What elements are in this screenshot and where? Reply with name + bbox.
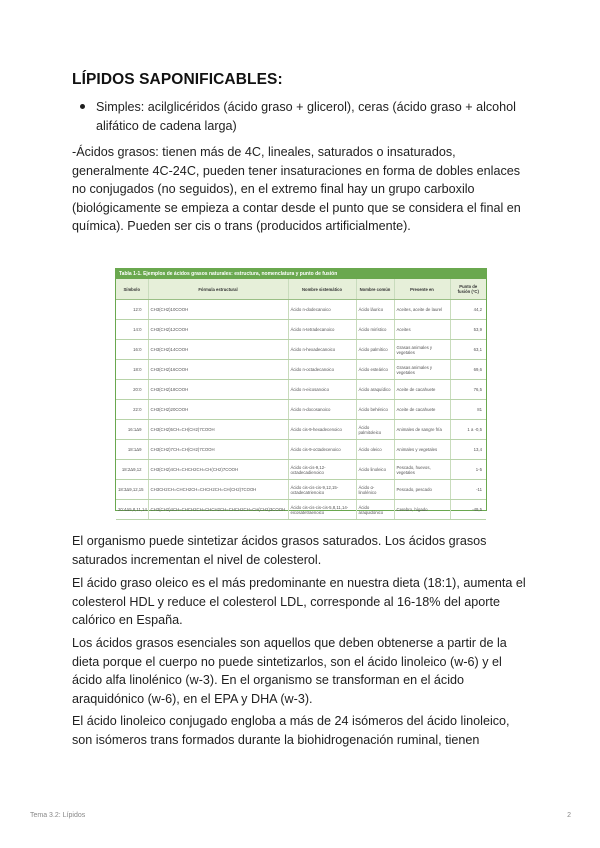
table-cell: CH3(CH2)12COOH xyxy=(148,320,288,340)
table-row xyxy=(116,460,486,480)
table-cell: 81 xyxy=(450,400,486,420)
table-cell: CH3(CH2)4CH=CHCH2CH=CHCH2CH=CHCH2CH=CH(CH2)3COOH xyxy=(148,500,288,520)
table-cell: Grasas animales y vegetales xyxy=(394,360,450,380)
table-cell: Ácido palmítico xyxy=(356,340,394,360)
table-row xyxy=(116,340,486,360)
table-cell: CH3(CH2)20COOH xyxy=(148,400,288,420)
table-cell: 53,9 xyxy=(450,320,486,340)
table-cell: 63,1 xyxy=(450,340,486,360)
table-row xyxy=(116,500,486,520)
table-cell: Ácido cis-cis-cis-9,12,15-octadecatrienoico xyxy=(288,480,356,500)
table-cell: Ácido cis-9-hexadecenoico xyxy=(288,420,356,440)
table-header-cell: Nombre sistemático xyxy=(288,279,356,300)
table-row xyxy=(116,420,486,440)
table-cell: 1 a -0,5 xyxy=(450,420,486,440)
paragraph: El ácido linoleico conjugado engloba a más de 24 isómeros del ácido linoleico, son isómeros trans formados durante la biohidrogenación ruminal, tienen xyxy=(72,714,510,747)
table-cell: 16:1Δ9 xyxy=(116,420,148,440)
table-cell: Ácido esteárico xyxy=(356,360,394,380)
table-cell: CH3CH2CH=CHCH2CH=CHCH2CH=CH(CH2)7COOH xyxy=(148,480,288,500)
table-cell: Animales de sangre fría xyxy=(394,420,450,440)
paragraph: -Ácidos grasos: tienen más de 4C, lineales, saturados o insaturados, generalmente 4C-24C, pueden tener insaturaciones en forma de dobles enlaces no conjugados (no seguidos), en el extremo final hay un grupo carboxilo (biológicamente se empieza a contar desde el punto que se considera el final en química). Pueden ser cis o trans (producidos artificialmente). xyxy=(72,145,521,233)
table-cell: 76,5 xyxy=(450,380,486,400)
table-cell: Ácido cis-cis-cis-cis-5,8,11,14-eicosatetraenoico xyxy=(288,500,356,520)
table-cell: CH3(CH2)4CH=CHCH2CH=CH(CH2)7COOH xyxy=(148,460,288,480)
table-cell: Ácido n-dodecanoico xyxy=(288,300,356,320)
table-cell: Ácido n-docosanoico xyxy=(288,400,356,420)
table-header-cell: Punto de fusión (°C) xyxy=(450,279,486,300)
footer-title: Tema 3.2: Lípidos xyxy=(30,812,86,819)
bullet-dot-icon xyxy=(80,104,85,109)
table-cell: 44,2 xyxy=(450,300,486,320)
table-cell: 18:2Δ9,12 xyxy=(116,460,148,480)
table-cell: Ácido α-linolénico xyxy=(356,480,394,500)
table-cell: Cerebro, hígado xyxy=(394,500,450,520)
table-cell: CH3(CH2)14COOH xyxy=(148,340,288,360)
table-body xyxy=(116,300,486,520)
table-cell: Aceite de cacahuete xyxy=(394,400,450,420)
table-cell: -49,5 xyxy=(450,500,486,520)
table-cell: 22:0 xyxy=(116,400,148,420)
table-row xyxy=(116,360,486,380)
table-cell: Ácido araquídico xyxy=(356,380,394,400)
table-cell: Ácido láurico xyxy=(356,300,394,320)
table-header-cell: Fórmula estructural xyxy=(148,279,288,300)
page-number: 2 xyxy=(567,812,571,819)
table-cell: Aceite de cacahuete xyxy=(394,380,450,400)
table-cell: Aceites xyxy=(394,320,450,340)
table-row xyxy=(116,300,486,320)
table-row xyxy=(116,480,486,500)
table-cell: 14:0 xyxy=(116,320,148,340)
table-cell: Aceites, aceite de laurel xyxy=(394,300,450,320)
table-row xyxy=(116,440,486,460)
table-header-cell: Nombre común xyxy=(356,279,394,300)
paragraph: El organismo puede sintetizar ácidos grasos saturados. Los ácidos grasos saturados incrementan el nivel de colesterol. xyxy=(72,534,487,567)
table-cell: Ácido n-hexadecanoico xyxy=(288,340,356,360)
table-header-cell: Presente en xyxy=(394,279,450,300)
table-cell: 20:4Δ5,8,11,14 xyxy=(116,500,148,520)
table-cell: Pescado, pescado xyxy=(394,480,450,500)
table-cell: Grasas animales y vegetales xyxy=(394,340,450,360)
paragraph: Los ácidos grasos esenciales son aquellos que deben obtenerse a partir de la dieta porque el cuerpo no puede sintetizarlos, son el ácido linoleico (w-6) y el ácido alfa linolénico (w-3). En el organismo se transforman en el ácido araquidónico (w-6), en el EPA y DHA (w-3). xyxy=(72,636,507,706)
table-header-cell: Símbolo xyxy=(116,279,148,300)
table-cell: CH3(CH2)7CH=CH(CH2)7COOH xyxy=(148,440,288,460)
table-cell: Ácido n-eicosanoico xyxy=(288,380,356,400)
table-cell: Animales y vegetales xyxy=(394,440,450,460)
section-heading: LÍPIDOS SAPONIFICABLES: xyxy=(72,71,283,88)
table-cell: 20:0 xyxy=(116,380,148,400)
table-cell: 12:0 xyxy=(116,300,148,320)
table-cell: -11 xyxy=(450,480,486,500)
table-cell: Pescado, huevos, vegetales xyxy=(394,460,450,480)
table-cell: CH3(CH2)10COOH xyxy=(148,300,288,320)
table-cell: Ácido n-octadecanoico xyxy=(288,360,356,380)
table-cell: CH3(CH2)16COOH xyxy=(148,360,288,380)
table-row xyxy=(116,380,486,400)
table-header-row xyxy=(116,279,486,300)
table-title: Tabla 1-1. Ejemplos de ácidos grasos naturales: estructura, nomenclatura y punto de fusión xyxy=(116,269,486,279)
table-cell: Ácido oleico xyxy=(356,440,394,460)
table-cell: CH3(CH2)5CH=CH(CH2)7COOH xyxy=(148,420,288,440)
table-cell: Ácido cis-9-octadecenoico xyxy=(288,440,356,460)
table-cell: CH3(CH2)18COOH xyxy=(148,380,288,400)
table-cell: Ácido palmitoleico xyxy=(356,420,394,440)
table-cell: Ácido mirístico xyxy=(356,320,394,340)
bullet-item: Simples: acilglicéridos (ácido graso + glicerol), ceras (ácido graso + alcohol alifático de cadena larga) xyxy=(96,100,516,133)
paragraph: El ácido graso oleico es el más predominante en nuestra dieta (18:1), aumenta el colesterol HDL y reduce el colesterol LDL, corresponde al 16-18% del aporte calórico en España. xyxy=(72,576,526,627)
table-row xyxy=(116,400,486,420)
table-cell: 1-5 xyxy=(450,460,486,480)
table-cell: Ácido n-tetradecanoico xyxy=(288,320,356,340)
table-cell: 18:3Δ9,12,15 xyxy=(116,480,148,500)
table-cell: Ácido cis-cis-9,12-octadecadienoico xyxy=(288,460,356,480)
table xyxy=(116,279,486,520)
table-cell: Ácido behénico xyxy=(356,400,394,420)
table-cell: 13,4 xyxy=(450,440,486,460)
table-cell: 16:0 xyxy=(116,340,148,360)
table-cell: 69,6 xyxy=(450,360,486,380)
table-cell: 18:0 xyxy=(116,360,148,380)
table-cell: Ácido linoleico xyxy=(356,460,394,480)
table-row xyxy=(116,320,486,340)
fatty-acids-table xyxy=(115,268,487,515)
table-cell: 18:1Δ9 xyxy=(116,440,148,460)
table-cell: Ácido araquidónico xyxy=(356,500,394,520)
